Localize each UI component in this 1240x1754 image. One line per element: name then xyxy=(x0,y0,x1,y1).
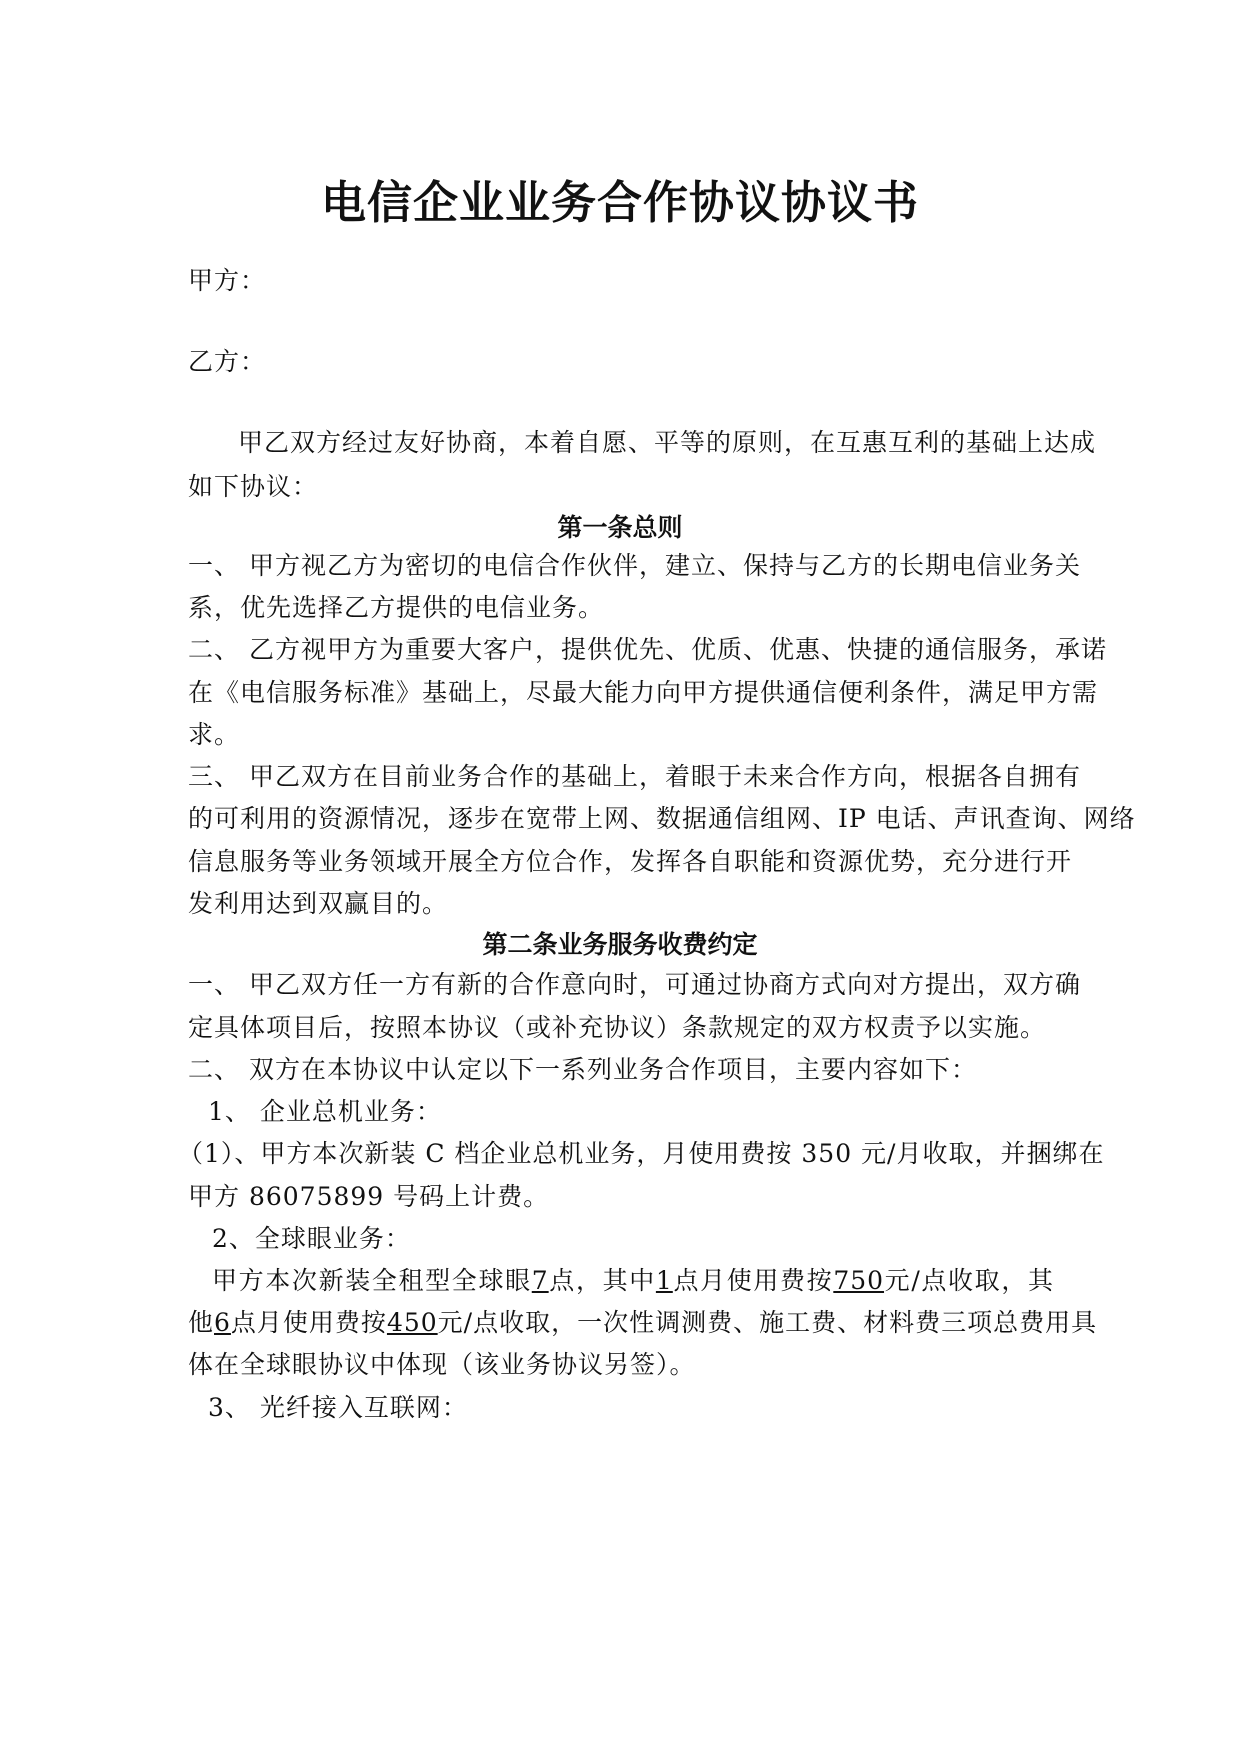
item2-line: 体在全球眼协议中体现（该业务协议另签）。 xyxy=(188,1350,696,1379)
article1-line: 求。 xyxy=(188,720,241,749)
item2-title: 2、全球眼业务： xyxy=(212,1224,411,1253)
fee-first: 750 xyxy=(833,1266,885,1295)
article2-line: 定具体项目后，按照本协议（或补充协议）条款规定的双方权责予以实施。 xyxy=(188,1013,1047,1042)
article1-line: 三、 甲乙双方在目前业务合作的基础上，着眼于未来合作方向，根据各自拥有 xyxy=(188,762,1081,791)
article1-line: 一、 甲方视乙方为密切的电信合作伙伴，建立、保持与乙方的长期电信业务关 xyxy=(188,551,1081,580)
article1-line: 发利用达到双赢目的。 xyxy=(188,889,449,918)
article1-heading: 第一条总则 xyxy=(557,513,683,542)
article2-line: 一、 甲乙双方任一方有新的合作意向时，可通过协商方式向对方提出，双方确 xyxy=(188,970,1081,999)
item2-line: 他6点月使用费按450元/点收取，一次性调测费、施工费、材料费三项总费用具 xyxy=(188,1308,1098,1337)
party-a-label: 甲方： xyxy=(188,266,267,295)
item1-line: （1）、甲方本次新装 C 档企业总机业务，月使用费按 350 元/月收取，并捆绑在 xyxy=(178,1139,1105,1168)
points-first: 1 xyxy=(655,1266,673,1295)
article1-line: 在《电信服务标准》基础上，尽最大能力向甲方提供通信便利条件，满足甲方需 xyxy=(188,678,1099,707)
item2-line: 甲方本次新装全租型全球眼7点，其中1点月使用费按750元/点收取，其 xyxy=(212,1266,1054,1295)
item1-title: 1、 企业总机业务： xyxy=(208,1097,442,1126)
preamble-line: 甲乙双方经过友好协商，本着自愿、平等的原则，在互惠互利的基础上达成 xyxy=(238,428,1097,457)
points-total: 7 xyxy=(531,1266,549,1295)
article1-line: 系，优先选择乙方提供的电信业务。 xyxy=(188,593,605,622)
item3-title: 3、 光纤接入互联网： xyxy=(208,1393,468,1422)
points-other: 6 xyxy=(214,1308,231,1337)
article1-line: 的可利用的资源情况，逐步在宽带上网、数据通信组网、IP 电话、声讯查询、网络 xyxy=(188,804,1136,833)
article2-heading: 第二条业务服务收费约定 xyxy=(482,930,758,959)
article2-line: 二、 双方在本协议中认定以下一系列业务合作项目，主要内容如下： xyxy=(188,1055,977,1084)
fee-other: 450 xyxy=(386,1308,438,1337)
party-b-label: 乙方： xyxy=(188,347,267,376)
item1-line: 甲方 86075899 号码上计费。 xyxy=(188,1182,550,1211)
document-title: 电信企业业务合作协议协议书 xyxy=(320,176,919,229)
preamble-line: 如下协议： xyxy=(188,472,319,501)
article1-line: 信息服务等业务领域开展全方位合作，发挥各自职能和资源优势，充分进行开 xyxy=(188,847,1073,876)
article1-line: 二、 乙方视甲方为重要大客户，提供优先、优质、优惠、快捷的通信服务，承诺 xyxy=(188,635,1107,664)
